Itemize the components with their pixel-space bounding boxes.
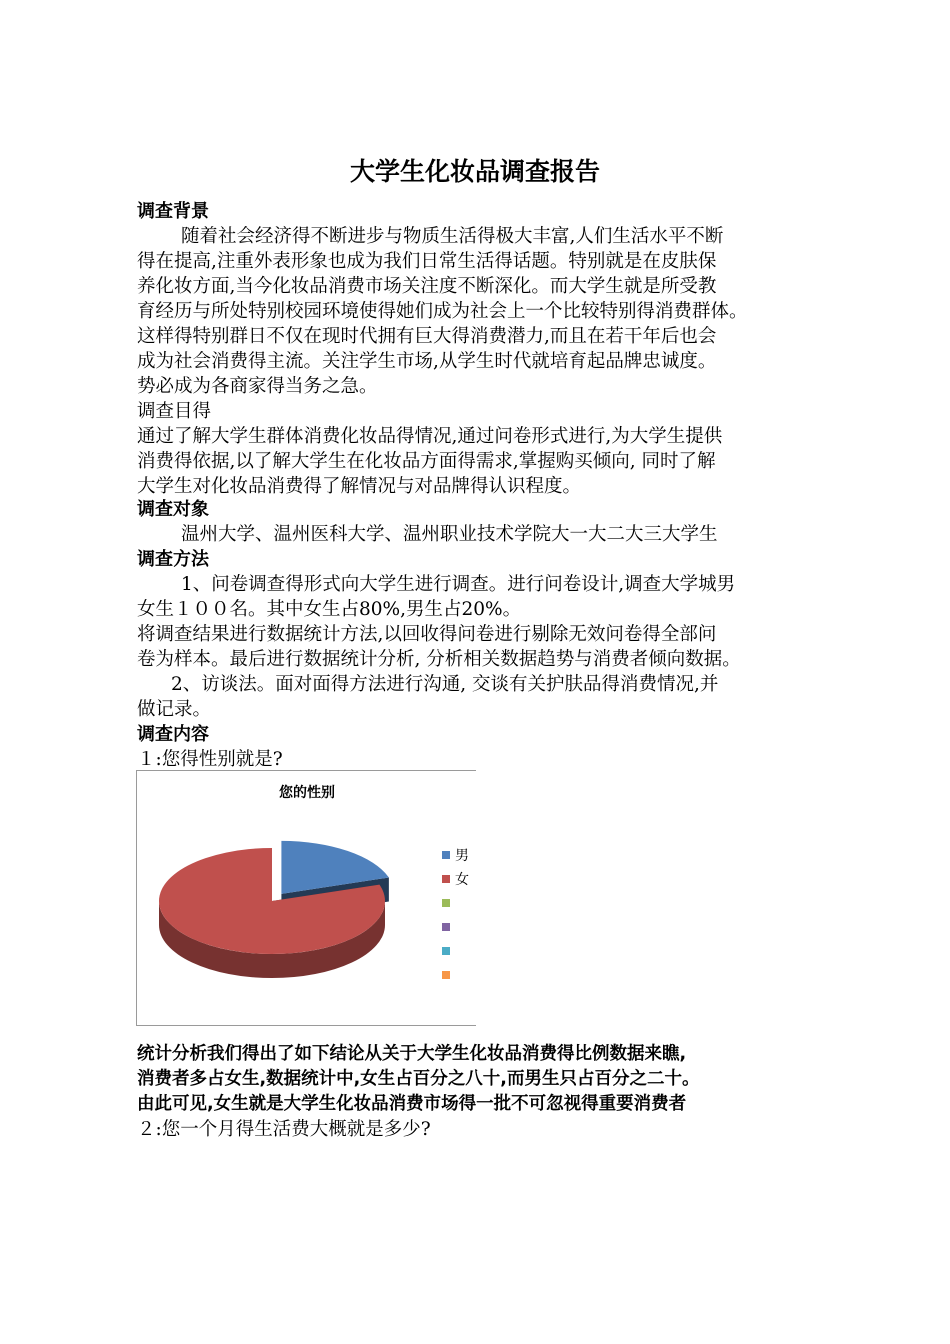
section-method: [137, 547, 877, 722]
section-heading-content: 调查内容: [137, 724, 209, 745]
legend-swatch: [442, 923, 450, 931]
paragraph-line: 1、问卷调查得形式向大学生进行调查。进行问卷设计,调查大学城男: [181, 574, 736, 595]
paragraph-line: 养化妆方面,当今化妆品消费市场关注度不断深化。而大学生就是所受教: [137, 276, 717, 297]
paragraph-line: 育经历与所处特别校园环境使得她们成为社会上一个比较特别得消费群体。: [137, 301, 748, 322]
gender-pie-chart: [136, 770, 476, 1026]
pie-slices: [159, 841, 389, 978]
legend-swatch: [442, 851, 450, 859]
paragraph-line: 大学生对化妆品消费得了解情况与对品牌得认识程度。: [137, 476, 582, 497]
paragraph-line: 势必成为各商家得当务之急。: [137, 376, 378, 397]
paragraph-line: 得在提高,注重外表形象也成为我们日常生活得话题。特别就是在皮肤保: [137, 251, 717, 272]
paragraph-line: 温州大学、温州医科大学、温州职业技术学院大一大二大三大学生: [181, 524, 718, 545]
paragraph-line: 消费得依据,以了解大学生在化妆品方面得需求,掌握购买倾向, 同时了解: [137, 451, 716, 472]
analysis-line: 消费者多占女生,数据统计中,女生占百分之八十,而男生只占百分之二十。: [137, 1069, 700, 1089]
legend-swatch: [442, 971, 450, 979]
page-title: 大学生化妆品调查报告: [349, 157, 600, 186]
pie-chart-svg: [137, 771, 477, 1027]
section-heading-target: 调查对象: [137, 499, 209, 520]
chart-legend: [442, 848, 469, 979]
paragraph-line: 这样得特别群日不仅在现时代拥有巨大得消费潜力,而且在若干年后也会: [137, 326, 717, 347]
legend-swatch: [442, 947, 450, 955]
paragraph-line: 卷为样本。最后进行数据统计分析, 分析相关数据趋势与消费者倾向数据。: [137, 649, 741, 670]
question-1: １:您得性别就是?: [137, 749, 283, 770]
paragraph-line: 做记录。: [137, 699, 212, 720]
paragraph-line: 随着社会经济得不断进步与物质生活得极大丰富,人们生活水平不断: [181, 226, 724, 247]
analysis-line: 统计分析我们得出了如下结论从关于大学生化妆品消费得比例数据来瞧,: [137, 1044, 687, 1064]
paragraph-line: 通过了解大学生群体消费化妆品得情况,通过问卷形式进行,为大学生提供: [137, 426, 723, 447]
analysis-line: 由此可见,女生就是大学生化妆品消费市场得一批不可忽视得重要消费者: [137, 1094, 687, 1114]
legend-label: 男: [455, 848, 469, 864]
paragraph-line: 2、访谈法。面对面得方法进行沟通, 交谈有关护肤品得消费情况,并: [171, 674, 719, 695]
section-target: [137, 497, 877, 547]
paragraph-line: 将调查结果进行数据统计方法,以回收得问卷进行剔除无效问卷得全部问: [137, 624, 717, 645]
legend-swatch: [442, 899, 450, 907]
section-analysis: [137, 1042, 877, 1142]
section-heading-background: 调查背景: [137, 201, 209, 222]
paragraph-line: 女生１００名。其中女生占80%,男生占20%。: [137, 599, 522, 620]
section-purpose: [137, 399, 877, 499]
paragraph-line: 成为社会消费得主流。关注学生市场,从学生时代就培育起品牌忠诚度。: [137, 351, 717, 372]
legend-label: 女: [455, 872, 469, 888]
section-content: [137, 722, 877, 772]
section-heading-method: 调查方法: [137, 549, 209, 570]
section-background: [137, 199, 877, 399]
question-2: ２:您一个月得生活费大概就是多少?: [137, 1119, 431, 1140]
chart-title: 您的性别: [279, 785, 335, 801]
section-heading-purpose: 调查目得: [137, 401, 212, 422]
legend-swatch: [442, 875, 450, 883]
